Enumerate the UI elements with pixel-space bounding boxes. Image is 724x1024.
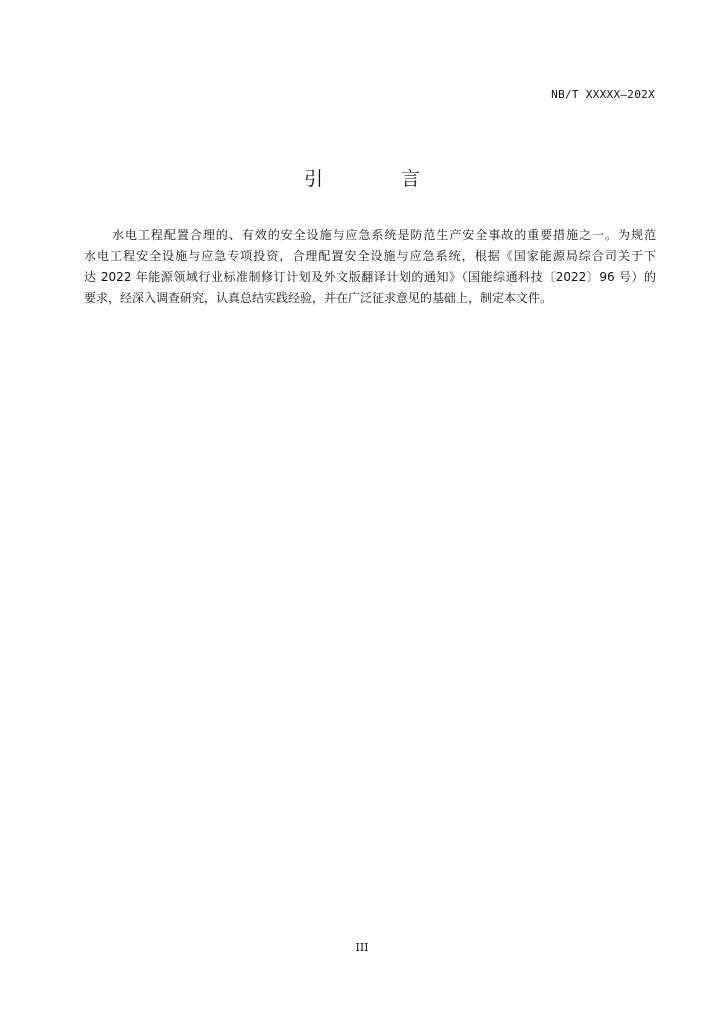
page-number: III [355,941,369,954]
paragraph-line: 水电工程配置合理的、有效的安全设施与应急系统是防范生产安全事故的重要措施之一。为规范 [112,228,656,242]
section-title: 引 言 [303,168,457,190]
paragraph-line: 水电工程安全设施与应急专项投资，合理配置安全设施与应急系统，根据《国家能源局综合司关于下 [84,249,656,263]
paragraph-line: 达 2022 年能源领域行业标准制修订计划及外文版翻译计划的通知》（国能综通科技〔2022〕96 号）的 [84,270,656,284]
paragraph-line: 要求，经深入调查研究，认真总结实践经验，并在广泛征求意见的基础上，制定本文件。 [84,291,553,305]
introduction-paragraph [84,225,656,309]
document-code: NB/T XXXXX—202X [551,88,655,101]
